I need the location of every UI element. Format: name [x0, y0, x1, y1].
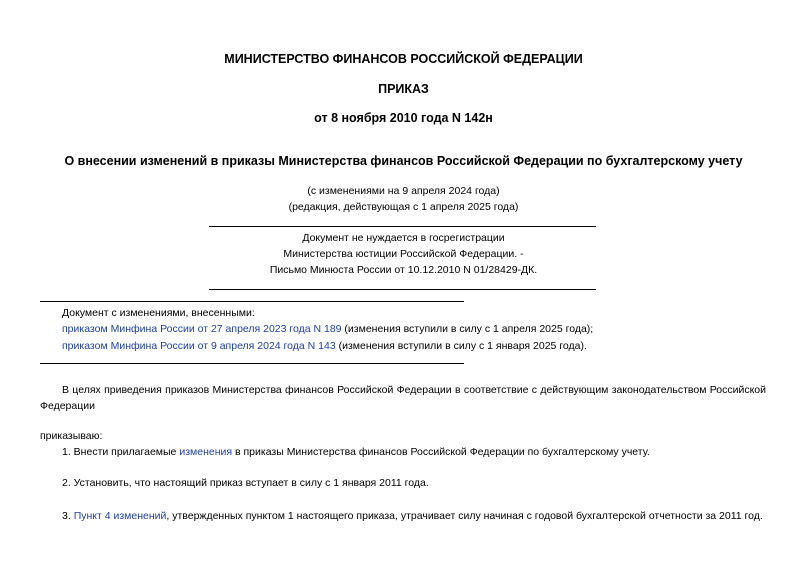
order-word: приказываю:: [40, 430, 103, 442]
edition-revision: (редакция, действующая с 1 апреля 2025 года): [288, 201, 519, 213]
item-text: 1. Внести прилагаемые: [62, 446, 180, 458]
divider: [40, 363, 464, 364]
registration-line-1: Документ не нуждается в госрегистрации: [302, 232, 505, 244]
changes-link[interactable]: изменения: [179, 446, 233, 458]
item-text: 3.: [62, 510, 74, 522]
amendment-note: (изменения вступили в силу с 1 января 2025 года).: [335, 340, 587, 352]
date-number: от 8 ноября 2010 года N 142н: [314, 111, 493, 125]
point4-link[interactable]: Пункт 4 изменений: [73, 510, 167, 522]
order-item-3: [40, 508, 766, 524]
item-text: , утвержденных пунктом 1 настоящего приказа, утрачивает силу начиная с годовой бухгалтерской отчетности за 2011 год.: [166, 510, 763, 522]
amendment-item: [62, 323, 593, 335]
divider: [40, 301, 464, 302]
document-title: О внесении изменений в приказы Министерства финансов Российской Федерации по бухгалтерскому учету: [64, 154, 743, 168]
divider: [209, 289, 596, 290]
amendment-item: [62, 340, 587, 352]
order-item-1: [62, 446, 650, 458]
amendment-link[interactable]: приказом Минфина России от 9 апреля 2024 года N 143: [62, 340, 336, 352]
doc-type-heading: ПРИКАЗ: [378, 82, 429, 96]
ministry-heading: МИНИСТЕРСТВО ФИНАНСОВ РОССИЙСКОЙ ФЕДЕРАЦИИ: [224, 52, 583, 66]
registration-line-2: Министерства юстиции Российской Федерации. -: [283, 248, 524, 260]
divider: [209, 226, 596, 227]
amendment-note: (изменения вступили в силу с 1 апреля 2025 года);: [341, 323, 594, 335]
edition-changes: (с изменениями на 9 апреля 2024 года): [307, 185, 500, 197]
amendment-link[interactable]: приказом Минфина России от 27 апреля 2023 года N 189: [62, 323, 342, 335]
preamble-paragraph: В целях приведения приказов Министерства финансов Российской Федерации в соответствие с действующим законодательством Российской Федерации: [40, 384, 766, 412]
item-text: в приказы Министерства финансов Российской Федерации по бухгалтерскому учету.: [232, 446, 650, 458]
amendments-intro: Документ с изменениями, внесенными:: [62, 307, 255, 319]
order-item-2: 2. Установить, что настоящий приказ вступает в силу с 1 января 2011 года.: [62, 477, 429, 489]
registration-line-3: Письмо Минюста России от 10.12.2010 N 01/28429-ДК.: [269, 264, 538, 276]
